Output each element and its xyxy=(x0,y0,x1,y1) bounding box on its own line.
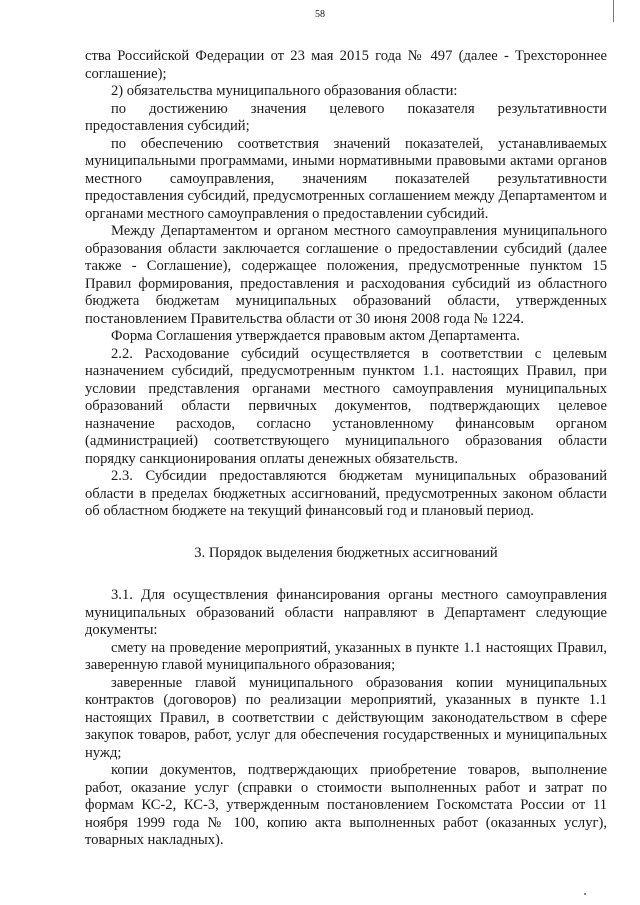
paragraph: Форма Соглашения утверждается правовым актом Департамента. xyxy=(111,328,520,344)
paragraph: Между Департаментом и органом местного самоуправления муниципального образования области заключается соглашение о предоставлении субсидий (далее также - Соглашение), содержащее положения, предусмотренные пунктом 15 Правил формирования, предоставления и расходования субсидий из областного бюджета бюджетам муниципальных образований области, утвержденных постановлением Правительства области от 30 июня 2008 года № 1224. xyxy=(85,223,607,327)
paragraph: 3.1. Для осуществления финансирования органы местного самоуправления муниципальных образований области направляют в Департамент следующие документы: xyxy=(85,587,607,638)
paragraph: заверенные главой муниципального образования копии муниципальных контрактов (договоров) по реализации мероприятий, указанных в пункте 1.1 настоящих Правил, в соответствии с действующим законодательством в сфере закупок товаров, работ, услуг для обеспечения государственных и муниципальных нужд; xyxy=(85,674,607,761)
paragraph: по обеспечению соответствия значений показателей, устанавливаемых муниципальными программами, иными нормативными правовыми актами органов местного самоуправления, значениям показателей результативности предоставления субсидий, предусмотренных соглашением между Департаментом и органами местного самоуправления о предоставлении субсидий. xyxy=(85,135,607,222)
section-heading: 3. Порядок выделения бюджетных ассигнований xyxy=(194,544,498,561)
scan-edge-mark xyxy=(613,0,614,22)
paragraph: 2.2. Расходование субсидий осуществляется в соответствии с целевым назначением субсидий, предусмотренным пунктом 1.1. настоящих Правил, при условии представления органами местного самоуправления муниципальных образований области первичных документов, подтверждающих целевое назначение расходов, согласно установленному финансовым органом (администрацией) соответствующего муниципального образования области порядку санкционирования оплаты денежных обязательств. xyxy=(85,345,607,467)
paragraph: ства Российской Федерации от 23 мая 2015 года № 497 (далее - Трехстороннее соглашение); xyxy=(85,48,607,82)
document-body xyxy=(85,48,607,850)
page-number: 58 xyxy=(315,9,325,20)
paragraph: 2) обязательства муниципального образования области: xyxy=(111,83,458,99)
scan-speck xyxy=(584,893,586,895)
paragraph: 2.3. Субсидии предоставляются бюджетам муниципальных образований области в пределах бюджетных ассигнований, предусмотренных законом области об областном бюджете на текущий финансовый год и плановый период. xyxy=(85,468,607,519)
paragraph: смету на проведение мероприятий, указанных в пункте 1.1 настоящих Правил, заверенную главой муниципального образования; xyxy=(85,639,607,673)
paragraph: по достижению значения целевого показателя результативности предоставления субсидий; xyxy=(85,100,607,134)
paragraph: копии документов, подтверждающих приобретение товаров, выполнение работ, оказание услуг (справки о стоимости выполненных работ и затрат по формам КС-2, КС-3, утвержденным постановлением Госкомстата России от 11 ноября 1999 года № 100, копию акта выполненных работ (оказанных услуг), товарных накладных). xyxy=(85,762,607,848)
